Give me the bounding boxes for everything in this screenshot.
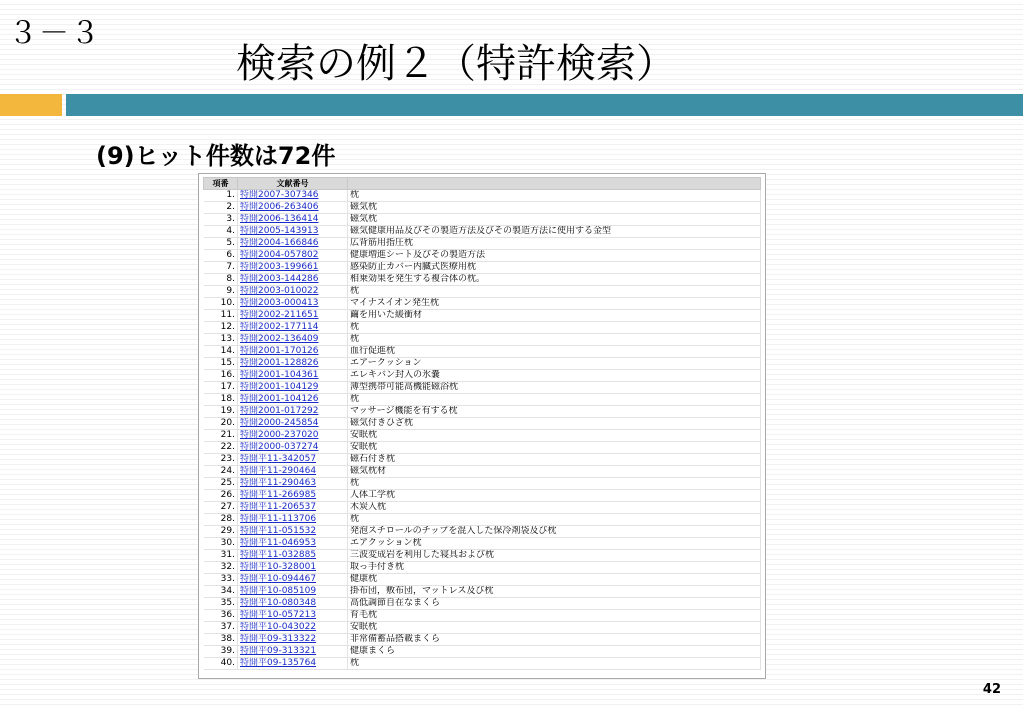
document-number-link[interactable]: 特開2001-128826 [240,358,319,368]
row-item-number: 14. [204,346,238,358]
row-invention-title: 磁気枕 [348,214,761,226]
row-item-number: 5. [204,238,238,250]
row-invention-title: 非常備蓄品搭載まくら [348,634,761,646]
table-row [204,358,761,370]
row-invention-title: 感染防止カバー内臓式医療用枕 [348,262,761,274]
row-document-cell [238,190,348,202]
row-item-number: 37. [204,622,238,634]
row-document-cell [238,622,348,634]
document-number-link[interactable]: 特開2000-237020 [240,430,319,440]
header-document-number: 文献番号 [238,178,348,190]
row-item-number: 28. [204,514,238,526]
row-invention-title: エアクッション枕 [348,538,761,550]
row-invention-title: 三波変成岩を利用した寝具および枕 [348,550,761,562]
table-row [204,262,761,274]
document-number-link[interactable]: 特開2005-143913 [240,226,319,236]
row-item-number: 2. [204,202,238,214]
table-row [204,574,761,586]
row-invention-title: 枕 [348,394,761,406]
row-invention-title: 健康増進シート及びその製造方法 [348,250,761,262]
row-invention-title: 磁気健康用品及びその製造方法及びその製造方法に使用する金型 [348,226,761,238]
table-row [204,238,761,250]
row-invention-title: 血行促進枕 [348,346,761,358]
row-document-cell [238,502,348,514]
row-document-cell [238,406,348,418]
row-document-cell [238,322,348,334]
document-number-link[interactable]: 特開2001-104126 [240,394,319,404]
row-document-cell [238,478,348,490]
row-item-number: 33. [204,574,238,586]
table-row [204,370,761,382]
table-row [204,586,761,598]
table-row [204,442,761,454]
row-item-number: 17. [204,382,238,394]
row-document-cell [238,610,348,622]
row-item-number: 15. [204,358,238,370]
document-number-link[interactable]: 特開2001-170126 [240,346,319,356]
row-item-number: 16. [204,370,238,382]
row-invention-title: 枕 [348,658,761,670]
row-invention-title: 枕 [348,190,761,202]
results-body [204,190,761,670]
row-document-cell [238,262,348,274]
document-number-link[interactable]: 特開平09-135764 [240,658,317,668]
row-document-cell [238,370,348,382]
row-item-number: 4. [204,226,238,238]
row-document-cell [238,442,348,454]
row-document-cell [238,298,348,310]
document-number-link[interactable]: 特開平11-113706 [240,514,317,524]
row-document-cell [238,310,348,322]
table-row [204,466,761,478]
row-invention-title: マイナスイオン発生枕 [348,298,761,310]
document-number-link[interactable]: 特開平10-094467 [240,574,317,584]
document-number-link[interactable]: 特開2003-199661 [240,262,319,272]
row-document-cell [238,334,348,346]
document-number-link[interactable]: 特開平11-290463 [240,478,317,488]
row-item-number: 22. [204,442,238,454]
row-item-number: 39. [204,646,238,658]
row-item-number: 34. [204,586,238,598]
document-number-link[interactable]: 特開2001-017292 [240,406,319,416]
row-document-cell [238,394,348,406]
row-invention-title: 枕 [348,514,761,526]
table-row [204,298,761,310]
row-item-number: 40. [204,658,238,670]
document-number-link[interactable]: 特開2006-136414 [240,214,319,224]
document-number-link[interactable]: 特開2002-136409 [240,334,319,344]
table-row [204,418,761,430]
row-invention-title: 安眠枕 [348,622,761,634]
row-item-number: 38. [204,634,238,646]
table-row [204,286,761,298]
row-invention-title: 相乗効果を発生する複合体の枕。 [348,274,761,286]
row-document-cell [238,430,348,442]
row-item-number: 35. [204,598,238,610]
table-row [204,250,761,262]
row-item-number: 20. [204,418,238,430]
row-invention-title: 高低調節自在なまくら [348,598,761,610]
row-document-cell [238,346,348,358]
row-item-number: 9. [204,286,238,298]
table-row [204,502,761,514]
row-document-cell [238,646,348,658]
document-number-link[interactable]: 特開平11-342057 [240,454,317,464]
row-document-cell [238,418,348,430]
row-invention-title: 安眠枕 [348,442,761,454]
row-item-number: 26. [204,490,238,502]
row-item-number: 12. [204,322,238,334]
document-number-link[interactable]: 特開平10-057213 [240,610,317,620]
document-number-link[interactable]: 特開平11-290464 [240,466,317,476]
row-invention-title: 取っ手付き枕 [348,562,761,574]
row-item-number: 29. [204,526,238,538]
row-document-cell [238,202,348,214]
row-invention-title: 健康まくら [348,646,761,658]
header-title [348,178,761,190]
document-number-link[interactable]: 特開2001-104361 [240,370,319,380]
document-number-link[interactable]: 特開平11-051532 [240,526,317,536]
row-document-cell [238,274,348,286]
row-invention-title: 育毛枕 [348,610,761,622]
row-invention-title: 広背筋用指圧枕 [348,238,761,250]
accent-bar-teal [66,94,1023,116]
row-item-number: 13. [204,334,238,346]
row-invention-title: エアークッション [348,358,761,370]
row-document-cell [238,490,348,502]
accent-bar-orange [0,94,62,116]
section-number: ３－３ [8,16,101,51]
table-row [204,478,761,490]
table-row [204,382,761,394]
document-number-link[interactable]: 特開2006-263406 [240,202,319,212]
row-item-number: 31. [204,550,238,562]
row-invention-title: 繭を用いた緩衝材 [348,310,761,322]
row-invention-title: 磁石付き枕 [348,454,761,466]
table-row [204,562,761,574]
table-row [204,346,761,358]
table-row [204,214,761,226]
document-number-link[interactable]: 特開2003-144286 [240,274,319,284]
row-item-number: 18. [204,394,238,406]
row-item-number: 7. [204,262,238,274]
row-document-cell [238,586,348,598]
row-item-number: 24. [204,466,238,478]
row-item-number: 1. [204,190,238,202]
row-document-cell [238,466,348,478]
row-invention-title: 健康枕 [348,574,761,586]
row-item-number: 27. [204,502,238,514]
table-row [204,190,761,202]
table-row [204,550,761,562]
row-invention-title: 枕 [348,478,761,490]
row-invention-title: 枕 [348,286,761,298]
table-row [204,274,761,286]
row-document-cell [238,598,348,610]
document-number-link[interactable]: 特開平09-313321 [240,646,317,656]
document-number-link[interactable]: 特開2004-166846 [240,238,319,248]
table-row [204,490,761,502]
row-document-cell [238,562,348,574]
document-number-link[interactable]: 特開2001-104129 [240,382,319,392]
row-invention-title: エレキバン封入の氷嚢 [348,370,761,382]
table-row [204,322,761,334]
row-document-cell [238,634,348,646]
document-number-link[interactable]: 特開2004-057802 [240,250,319,260]
table-row [204,202,761,214]
row-invention-title: 掛布団，敷布団，マットレス及び枕 [348,586,761,598]
row-document-cell [238,226,348,238]
table-row [204,658,761,670]
document-number-link[interactable]: 特開平11-032885 [240,550,317,560]
row-item-number: 21. [204,430,238,442]
document-number-link[interactable]: 特開2000-037274 [240,442,319,452]
row-document-cell [238,526,348,538]
row-document-cell [238,238,348,250]
row-document-cell [238,538,348,550]
table-row [204,622,761,634]
row-document-cell [238,454,348,466]
document-number-link[interactable]: 特開平09-313322 [240,634,317,644]
table-row [204,526,761,538]
row-invention-title: 人体工学枕 [348,490,761,502]
document-number-link[interactable]: 特開平11-206537 [240,502,317,512]
table-row [204,310,761,322]
document-number-link[interactable]: 特開2002-177114 [240,322,319,332]
row-item-number: 8. [204,274,238,286]
row-document-cell [238,574,348,586]
table-row [204,514,761,526]
document-number-link[interactable]: 特開平10-085109 [240,586,317,596]
table-row [204,646,761,658]
row-item-number: 32. [204,562,238,574]
row-document-cell [238,286,348,298]
row-invention-title: マッサージ機能を有する枕 [348,406,761,418]
table-row [204,226,761,238]
table-row [204,430,761,442]
row-document-cell [238,514,348,526]
document-number-link[interactable]: 特開平11-266985 [240,490,317,500]
row-document-cell [238,658,348,670]
document-number-link[interactable]: 特開2003-000413 [240,298,319,308]
document-number-link[interactable]: 特開2003-010022 [240,286,319,296]
header-item-number: 項番 [204,178,238,190]
slide-title: 検索の例２（特許検索） [236,41,676,87]
table-row [204,538,761,550]
table-row [204,610,761,622]
document-number-link[interactable]: 特開平10-080348 [240,598,317,608]
row-invention-title: 磁気枕 [348,202,761,214]
row-item-number: 10. [204,298,238,310]
search-results-table [203,177,761,670]
row-invention-title: 枕 [348,334,761,346]
row-item-number: 19. [204,406,238,418]
table-row [204,406,761,418]
row-document-cell [238,214,348,226]
search-results-frame [198,173,766,679]
page-number: 42 [982,682,1001,697]
row-invention-title: 磁気付きひざ枕 [348,418,761,430]
row-item-number: 23. [204,454,238,466]
row-item-number: 36. [204,610,238,622]
table-row [204,634,761,646]
document-number-link[interactable]: 特開平10-043022 [240,622,317,632]
document-number-link[interactable]: 特開2000-245854 [240,418,319,428]
table-row [204,334,761,346]
table-row [204,598,761,610]
row-invention-title: 薄型携帯可能高機能磁浴枕 [348,382,761,394]
row-item-number: 11. [204,310,238,322]
table-header-row [204,178,761,190]
row-item-number: 3. [204,214,238,226]
row-item-number: 30. [204,538,238,550]
row-document-cell [238,550,348,562]
hit-count-subtitle: (9)ヒット件数は72件 [96,142,336,170]
row-item-number: 6. [204,250,238,262]
table-row [204,454,761,466]
row-item-number: 25. [204,478,238,490]
document-number-link[interactable]: 特開2007-307346 [240,190,319,200]
row-document-cell [238,250,348,262]
row-invention-title: 発泡スチロールのチップを混入した保冷剤袋及び枕 [348,526,761,538]
row-invention-title: 安眠枕 [348,430,761,442]
row-invention-title: 磁気枕材 [348,466,761,478]
row-invention-title: 木炭入枕 [348,502,761,514]
row-invention-title: 枕 [348,322,761,334]
row-document-cell [238,382,348,394]
document-number-link[interactable]: 特開2002-211651 [240,310,319,320]
document-number-link[interactable]: 特開平11-046953 [240,538,317,548]
document-number-link[interactable]: 特開平10-328001 [240,562,317,572]
row-document-cell [238,358,348,370]
table-row [204,394,761,406]
